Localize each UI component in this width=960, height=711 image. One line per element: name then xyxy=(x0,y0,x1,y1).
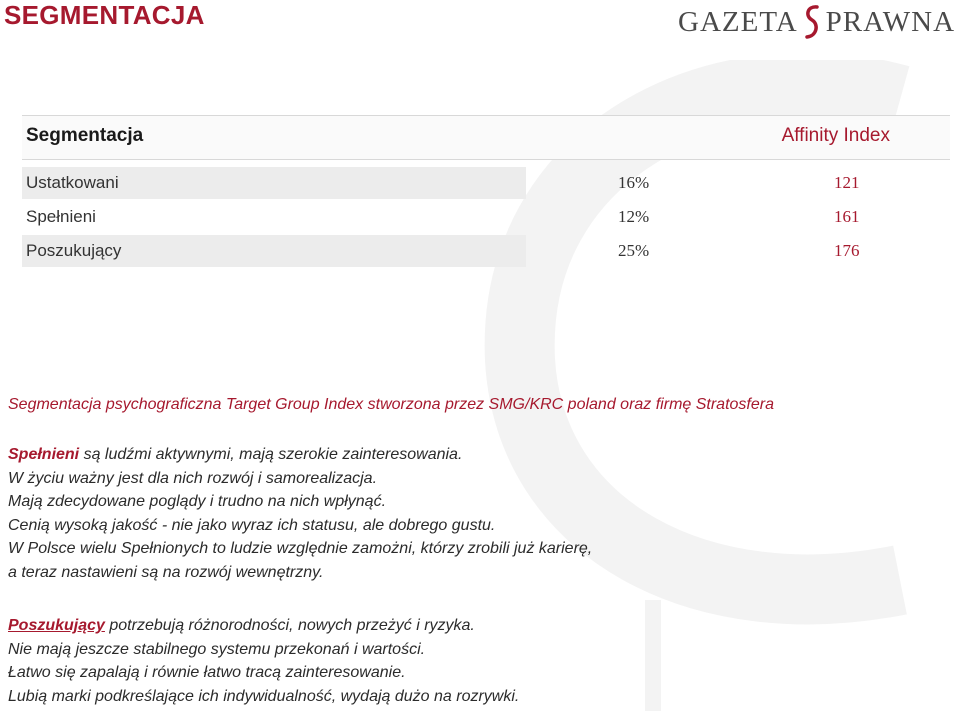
segment-name: Poszukujący xyxy=(22,235,526,267)
segment-lead: Spełnieni xyxy=(8,446,80,463)
description-line: Lubią marki podkreślające ich indywidualność, wydają dużo na rozrywki. xyxy=(8,687,520,705)
description-line: W Polsce wielu Spełnionych to ludzie względnie zamożni, którzy zrobili już karierę, xyxy=(8,540,593,557)
description-line: Cenią wysoką jakość - nie jako wyraz ich statusu, ale dobrego gustu. xyxy=(8,516,496,534)
description-line: Nie mają jeszcze stabilnego systemu przekonań i wartości. xyxy=(8,640,426,658)
table-header xyxy=(22,115,950,160)
logo-text-left: GAZETA xyxy=(678,5,798,38)
table-row xyxy=(22,200,950,234)
segment-affinity: 121 xyxy=(834,173,860,192)
segment-percent: 16% xyxy=(618,173,650,192)
table-row xyxy=(22,234,950,268)
lead-rest: są ludźmi aktywnymi, mają szerokie zainteresowania. xyxy=(79,446,463,463)
segment-percent: 25% xyxy=(618,241,650,260)
segment-lead: Poszukujący xyxy=(8,617,105,634)
brand-logo xyxy=(678,2,955,42)
table-row xyxy=(22,166,950,200)
lead-rest: potrzebują różnorodności, nowych przeżyć i ryzyka. xyxy=(104,617,475,634)
description-line: W życiu ważny jest dla nich rozwój i samorealizacja. xyxy=(8,469,378,487)
description-line: Łatwo się zapalają i równie łatwo tracą zainteresowanie. xyxy=(8,664,406,681)
column-header-affinity: Affinity Index xyxy=(781,125,890,146)
segment-affinity: 161 xyxy=(834,207,860,226)
description-line: a teraz nastawieni są na rozwój wewnętrzny. xyxy=(8,563,324,581)
column-header-segment: Segmentacja xyxy=(26,125,144,146)
description-spelnieni xyxy=(8,443,592,584)
logo-text-right: PRAWNA xyxy=(825,5,956,38)
segment-name: Ustatkowani xyxy=(22,167,526,199)
segment-affinity: 176 xyxy=(834,241,860,260)
segmentation-table xyxy=(22,115,950,268)
source-note: Segmentacja psychograficzna Target Group Index stworzona przez SMG/KRC poland oraz firmę Stratosfera xyxy=(8,396,774,413)
segment-percent: 12% xyxy=(618,207,650,226)
page-title: SEGMENTACJA xyxy=(4,0,205,30)
segment-name: Spełnieni xyxy=(26,207,96,226)
description-line xyxy=(8,614,519,638)
logo-paragraph-icon xyxy=(801,4,823,40)
description-line xyxy=(8,443,592,467)
description-line: Mają zdecydowane poglądy i trudno na nich wpłynąć. xyxy=(8,493,387,510)
description-poszukujacy xyxy=(8,614,519,708)
